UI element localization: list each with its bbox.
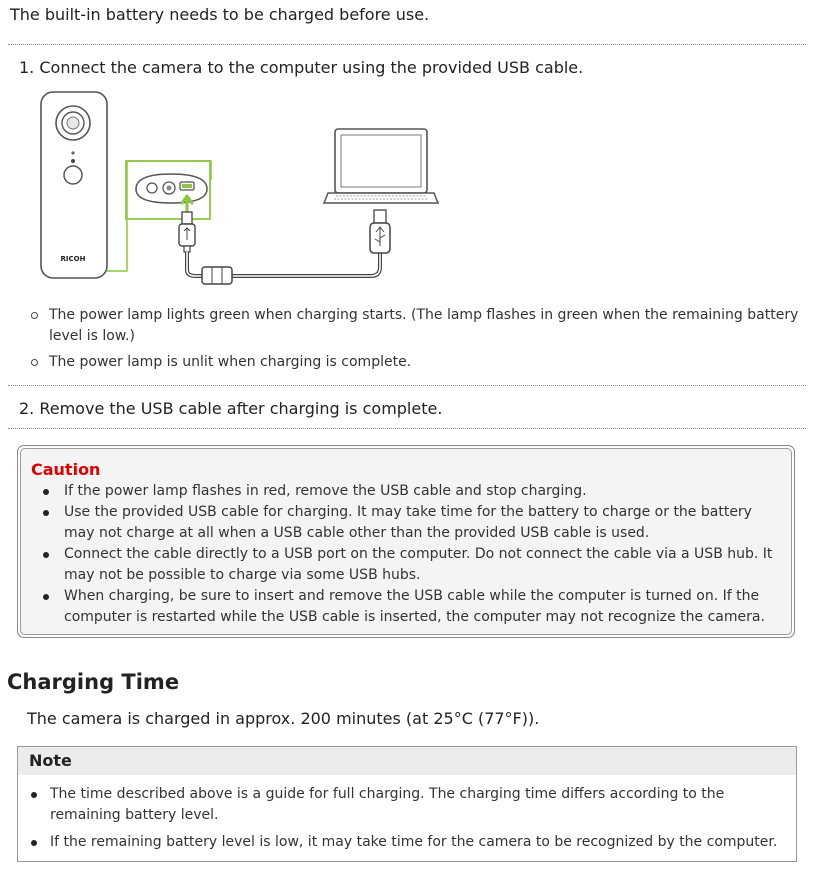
charging-time-text: The camera is charged in approx. 200 minutes (at 25°C (77°F)). [27,709,540,728]
section-heading: Charging Time [7,670,180,694]
step-2-text: 2. Remove the USB cable after charging is complete. [19,399,443,418]
ferrite-core [202,267,232,284]
list-item: Use the provided USB cable for charging. It may take time for the battery to charge or the battery may not charge at all when a USB cable other than the provided USB cable is used. [31,502,781,544]
note-title: Note [18,747,796,775]
list-item: When charging, be sure to insert and remove the USB cable while the computer is turned on. If the computer is restarted while the USB cable is inserted, the computer may not recognize the camera. [31,586,781,628]
list-item: The power lamp is unlit when charging is complete. [30,352,810,373]
list-item: The time described above is a guide for full charging. The charging time differs according to the remaining battery level. [18,784,796,826]
list-item: If the power lamp flashes in red, remove the USB cable and stop charging. [31,481,781,502]
list-item: Connect the cable directly to a USB port on the computer. Do not connect the cable via a USB hub. It may not be possible to charge via some USB hubs. [31,544,781,586]
divider [8,428,806,429]
micro-usb-plug-icon [179,212,195,252]
note-box [17,746,797,862]
step-1-notes [30,305,810,378]
usb-port-closeup [136,174,207,203]
divider [8,385,806,386]
usb-a-plug-icon [370,210,390,253]
caution-title: Caution [31,460,101,479]
caution-list [31,481,781,628]
note-list [18,775,796,853]
intro-text: The built-in battery needs to be charged before use. [10,5,430,24]
camera-icon [41,92,107,278]
brand-logo: RICOH [60,255,86,263]
charging-illustration [36,90,446,286]
list-item: The power lamp lights green when charging starts. (The lamp flashes in green when the remaining battery level is low.) [30,305,810,347]
laptop-icon [324,129,438,203]
list-item: If the remaining battery level is low, it may take time for the camera to be recognized by the computer. [18,832,796,853]
step-1-text: 1. Connect the camera to the computer using the provided USB cable. [19,58,584,77]
caution-box [17,445,795,638]
divider [8,44,806,45]
